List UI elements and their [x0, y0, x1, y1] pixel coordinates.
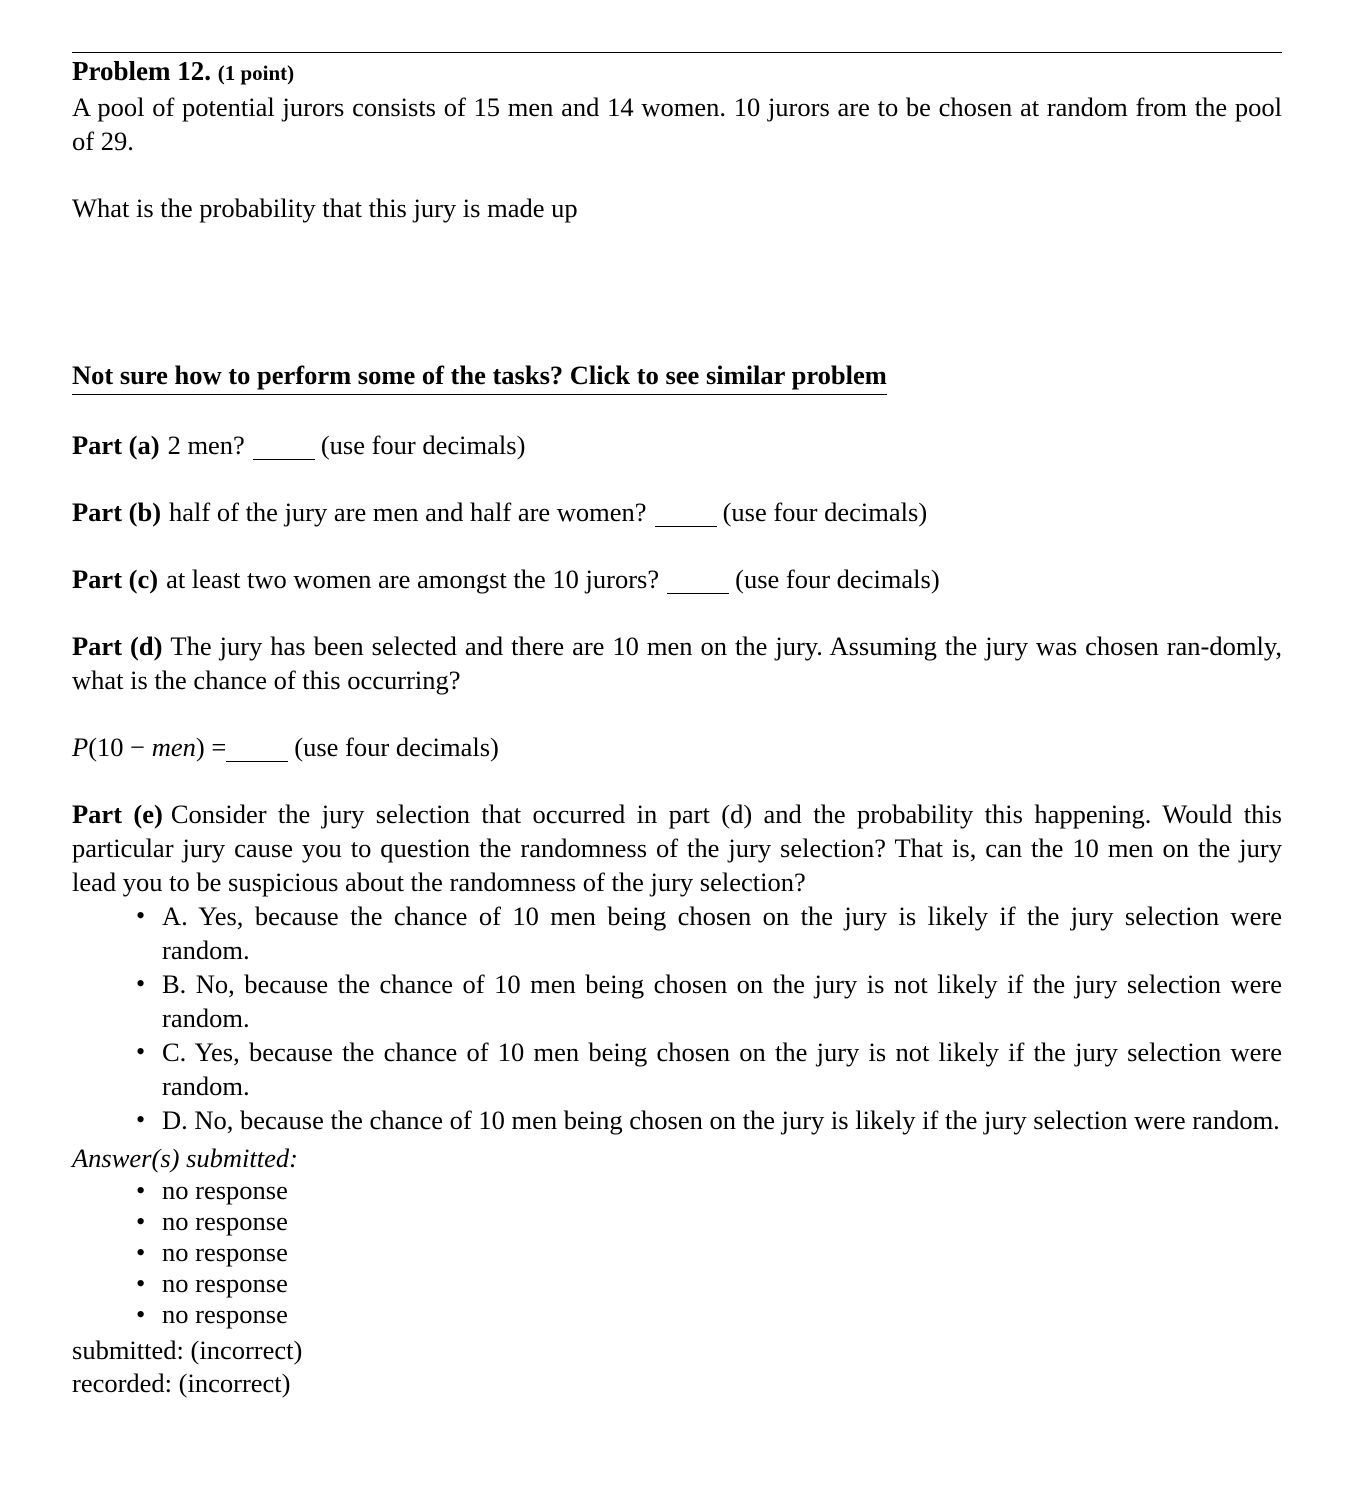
problem-content	[72, 54, 1282, 1400]
response-item: • no response	[136, 1299, 1282, 1330]
formula-open: (10 −	[88, 732, 152, 762]
part-b	[72, 495, 1282, 529]
formula-p: P	[72, 732, 89, 762]
status-block	[72, 1334, 1282, 1400]
choice-a[interactable]: • A. Yes, because the chance of 10 men being chosen on the jury is likely if the jury selection were random.	[136, 899, 1282, 967]
part-e	[72, 797, 1282, 899]
part-e-label: Part (e)	[72, 799, 163, 829]
part-a	[72, 428, 1282, 462]
formula-close: ) =	[195, 732, 227, 762]
response-item: • no response	[136, 1206, 1282, 1237]
part-c-question: at least two women are amongst the 10 jurors?	[166, 564, 660, 594]
part-c-hint: (use four decimals)	[735, 564, 940, 594]
part-a-question: 2 men?	[167, 430, 245, 460]
problem-intro: A pool of potential jurors consists of 15 men and 14 women. 10 jurors are to be chosen at random from the pool of 29.	[72, 92, 1282, 156]
part-d	[72, 629, 1282, 697]
formula-var: men	[151, 732, 196, 762]
part-a-label: Part (a)	[72, 430, 160, 460]
response-item: • no response	[136, 1268, 1282, 1299]
submitted-status: submitted: (incorrect)	[72, 1335, 303, 1365]
part-a-answer-input[interactable]	[253, 439, 315, 460]
recorded-status: recorded: (incorrect)	[72, 1368, 291, 1398]
part-d-answer-input[interactable]	[226, 741, 288, 762]
top-divider	[72, 52, 1282, 53]
part-c-label: Part (c)	[72, 564, 159, 594]
choice-b[interactable]: • B. No, because the chance of 10 men being chosen on the jury is not likely if the jury selection were random.	[136, 967, 1282, 1035]
problem-question: What is the probability that this jury is made up	[72, 193, 578, 223]
problem-title: Problem 12.	[72, 56, 211, 86]
part-c-answer-input[interactable]	[667, 573, 729, 594]
choice-c[interactable]: • C. Yes, because the chance of 10 men being chosen on the jury is not likely if the jury selection were random.	[136, 1035, 1282, 1103]
answers-submitted-label: Answer(s) submitted:	[72, 1143, 298, 1173]
part-e-choices	[72, 899, 1282, 1137]
part-b-label: Part (b)	[72, 497, 162, 527]
part-d-label: Part (d)	[72, 631, 163, 661]
response-item: • no response	[136, 1175, 1282, 1206]
part-b-answer-input[interactable]	[655, 506, 717, 527]
response-list	[72, 1175, 1282, 1330]
part-e-question: Consider the jury selection that occurred in part (d) and the probability this happening. Would this particular jury cause you to question the randomness of the jury selection? That is, can the 10 men on the jury lead you to be suspicious about the randomness of the jury selection?	[72, 799, 1282, 897]
similar-problem-link[interactable]: Not sure how to perform some of the tasks? Click to see similar problem	[72, 358, 887, 395]
part-d-formula	[72, 730, 1282, 764]
problem-heading	[72, 54, 1282, 90]
part-b-hint: (use four decimals)	[722, 497, 928, 527]
part-d-hint: (use four decimals)	[294, 732, 499, 762]
problem-points: (1 point)	[217, 61, 295, 85]
part-a-hint: (use four decimals)	[320, 430, 526, 460]
part-c	[72, 562, 1282, 596]
response-item: • no response	[136, 1237, 1282, 1268]
part-d-question: The jury has been selected and there are 10 men on the jury. Assuming the jury was chosen ran-domly, what is the chance of this occurring?	[72, 631, 1282, 695]
choice-d[interactable]: • D. No, because the chance of 10 men being chosen on the jury is likely if the jury selection were random.	[136, 1103, 1282, 1137]
part-b-question: half of the jury are men and half are women?	[169, 497, 647, 527]
